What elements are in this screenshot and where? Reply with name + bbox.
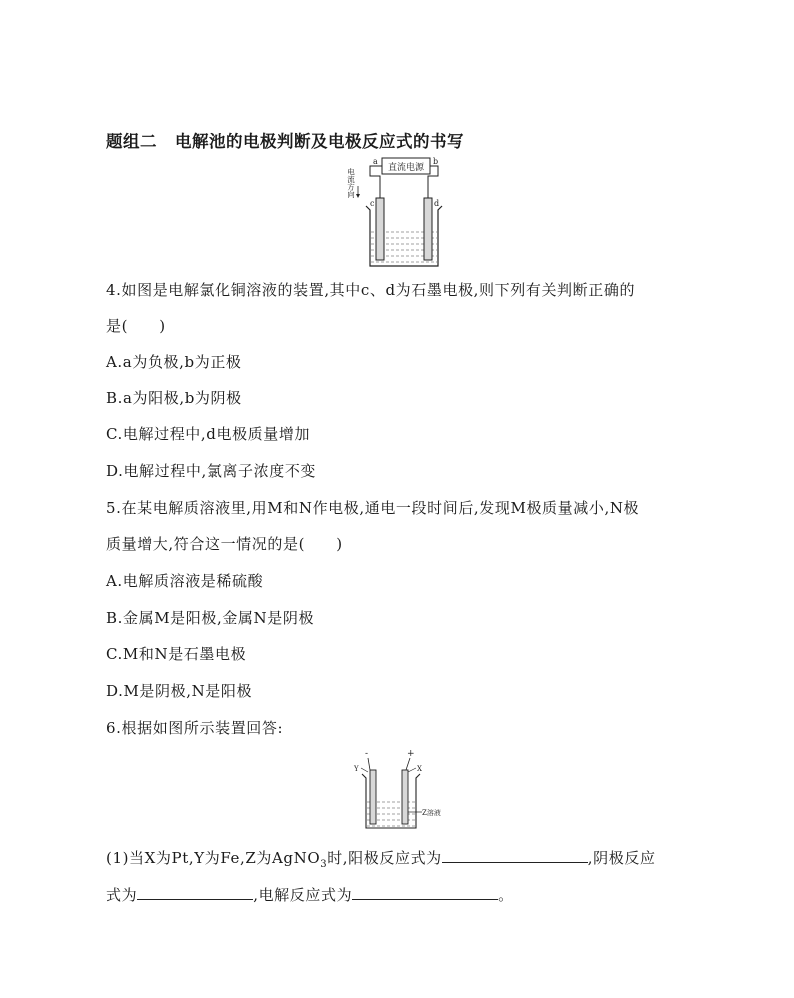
power-supply-label: 直流电源 (387, 163, 425, 173)
q4-option-b: B.a为阳极,b为阴极 (106, 389, 242, 407)
q5-option-c: C.M和N是石墨电极 (106, 645, 247, 663)
section-heading: 电解池的电极判断及电极反应式的书写 (175, 132, 464, 151)
label-x: X (417, 765, 422, 773)
wire-left (370, 166, 382, 200)
q4-option-d: D.电解过程中,氯离子浓度不变 (106, 462, 317, 480)
electrode-x (402, 770, 408, 824)
solution-z-label: Z溶液 (422, 809, 441, 817)
q6-sub1-text-b: 时,阳极反应式为 (327, 849, 442, 867)
q6-sub1-text-f: 。 (498, 886, 514, 904)
electrode-c (376, 198, 384, 260)
label-y: Y (354, 765, 359, 773)
q5-option-b: B.金属M是阳极,金属N是阴极 (106, 609, 315, 627)
q6-sub1-line1 (106, 846, 656, 870)
terminal-b-label: b (433, 157, 439, 166)
q4-stem-line1: 4.如图是电解氯化铜溶液的装置,其中c、d为石墨电极,则下列有关判断正确的 (106, 281, 636, 299)
electrode-c-label: c (370, 199, 375, 208)
current-direction-label: 电流方向 (346, 168, 356, 198)
q6-sub1-text-c: ,阴极反应 (587, 849, 656, 867)
current-arrow-head (356, 194, 360, 198)
q4-option-c: C.电解过程中,d电极质量增加 (106, 425, 311, 443)
electrode-d-label: d (434, 199, 440, 208)
electrode-d (424, 198, 432, 260)
q5-option-a: A.电解质溶液是稀硫酸 (106, 572, 264, 590)
section-label: 题组二 (106, 132, 157, 151)
q6-sub1-subscript: 3 (320, 859, 328, 870)
q5-option-d: D.M是阴极,N是阳极 (106, 682, 253, 700)
electrode-y (370, 770, 376, 824)
q6-sub1-text-d: 式为 (106, 886, 138, 904)
q6-sub1-text-e: ,电解反应式为 (253, 886, 353, 904)
overall-equation-blank[interactable] (352, 883, 498, 900)
minus-sign: - (365, 749, 369, 759)
electrolysis-diagram-1 (344, 154, 456, 270)
q4-option-a: A.a为负极,b为正极 (106, 353, 242, 371)
section-title (106, 128, 464, 152)
q6-sub1-line2 (106, 883, 514, 905)
plus-sign: + (407, 749, 415, 759)
q6-sub1-text-a: (1)当X为Pt,Y为Fe,Z为AgNO (106, 849, 321, 867)
anode-equation-blank[interactable] (442, 846, 588, 863)
q4-stem-line2: 是( ) (106, 317, 166, 335)
q5-stem-line2: 质量增大,符合这一情况的是( ) (106, 535, 343, 553)
q5-stem-line1: 5.在某电解质溶液里,用M和N作电极,通电一段时间后,发现M极质量减小,N极 (106, 499, 640, 517)
cathode-equation-blank[interactable] (137, 883, 253, 900)
q6-stem: 6.根据如图所示装置回答: (106, 719, 284, 737)
electrolysis-diagram-2 (348, 746, 458, 834)
terminal-a-label: a (373, 157, 378, 166)
